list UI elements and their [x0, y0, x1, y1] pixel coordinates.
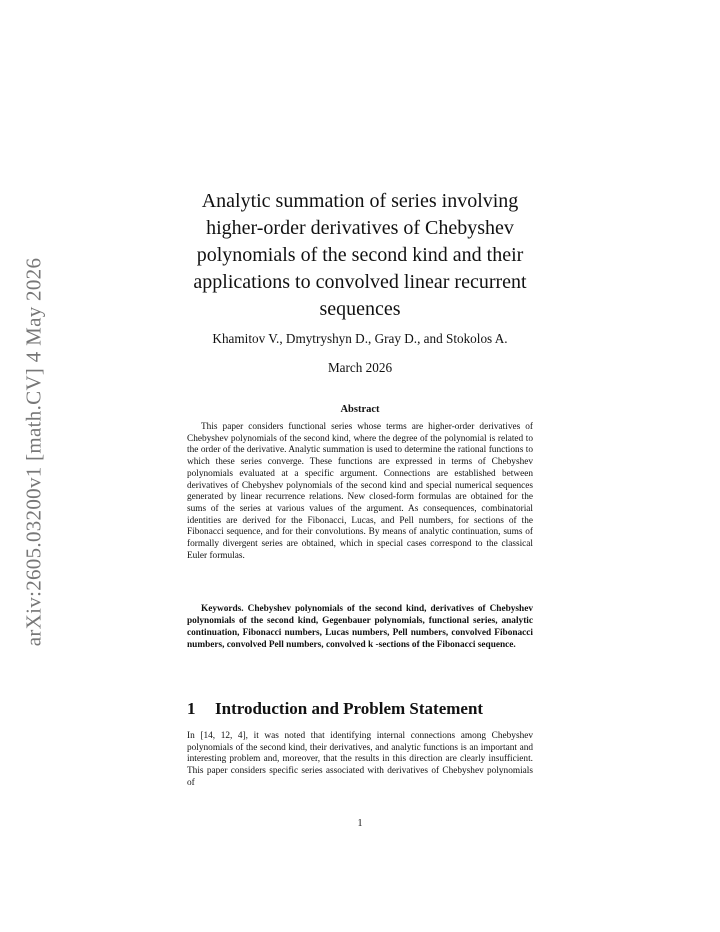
keywords: Keywords. Chebyshev polynomials of the second kind, derivatives of Chebyshev polynomials of the second kind, Gegenbauer polynomials, functional series, analytic continuation, Fibonacci numbers, Lucas numbers, Pell numbers, convolved Fibonacci numbers, convolved Pell numbers, convolved k -sections of the Fibonacci sequence.	[187, 604, 533, 650]
abstract-heading: Abstract	[340, 404, 380, 415]
intro-paragraph: In [14, 12, 4], it was noted that identifying internal connections among Chebyshev polynomials of the second kind, their derivatives, and analytic functions is an important and interesting problem and, moreover, that the results in this direction are clearly insufficient. This paper considers specific series associated with derivatives of Chebyshev polynomials of	[187, 731, 533, 788]
section-heading	[187, 699, 547, 719]
arxiv-identifier: arXiv:2605.03200v1 [math.CV] 4 May 2026	[21, 257, 46, 647]
paper-authors: Khamitov V., Dmytryshyn D., Gray D., and Stokolos A.	[212, 331, 508, 346]
abstract-text: This paper considers functional series whose terms are higher-order derivatives of Chebyshev polynomials of the second kind, where the degree of the polynomial is related to the order of the derivative. Analytic summation is used to determine the rational functions to which these series converge. These functions are expressed in terms of Chebyshev polynomials evaluated at a specific argument. Connections are established between derivatives of Chebyshev polynomials of the second kind and special numerical sequences generated by linear recurrence relations. New closed-form formulas are obtained for the sums of the series at various values of the argument. As consequences, combinatorial identities are derived for the Fibonacci, Lucas, and Pell numbers, for sections of the Fibonacci sequence, and for their convolutions. By means of analytic continuation, sums of formally divergent series are obtained, which in special cases correspond to the classical Euler formulas.	[187, 422, 533, 561]
paper-date: March 2026	[327, 360, 393, 375]
section-number: 1	[187, 699, 196, 718]
paper-title: Analytic summation of series involving higher-order derivatives of Chebyshev polynomials of the second kind and their applications to convolved linear recurrent sequences	[193, 190, 527, 320]
section-title: Introduction and Problem Statement	[215, 699, 484, 718]
page-number: 1	[357, 818, 363, 829]
